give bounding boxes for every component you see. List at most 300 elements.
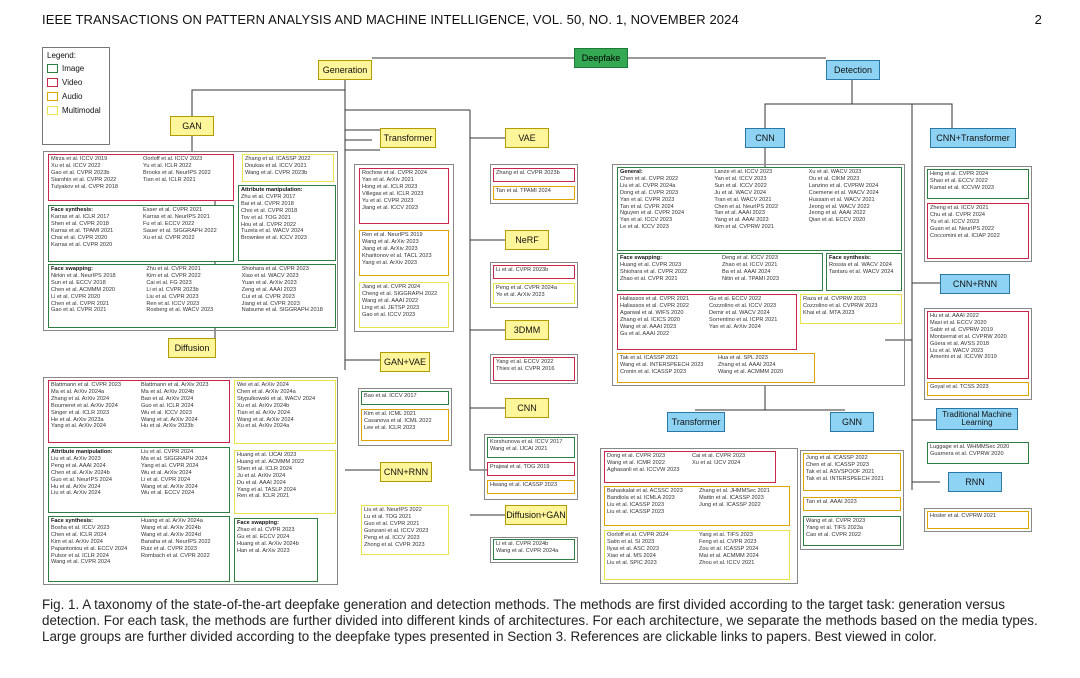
reference-link[interactable]: Jung et al. ICASSP 2022 — [806, 455, 868, 461]
reference-link[interactable]: Shiohara et al. CVPR 2022 — [620, 268, 688, 275]
audio-swatch — [47, 92, 58, 101]
reference-link[interactable]: Wang et al. CVPR 2024a — [496, 547, 559, 554]
reference-link[interactable]: Cao et al. CVPR 2022 — [806, 531, 862, 538]
reference-link[interactable]: Hua et al. SPL 2023 — [718, 355, 768, 361]
reference-link[interactable]: Liu et al. CVPR 2024 — [141, 449, 194, 455]
journal-header: IEEE TRANSACTIONS ON PATTERN ANALYSIS AND MACHINE INTELLIGENCE, VOL. 50, NO. 1, NOVEMBER 2024 — [42, 12, 739, 27]
reference-link[interactable]: Oorloff et al. ICCV 2023 — [143, 156, 203, 162]
reference-link[interactable]: Zhu et al. CVPR 2017 — [241, 193, 296, 200]
reference-link[interactable]: Wang et al. CVPR 2023 — [806, 518, 866, 524]
node-gan-vae: GAN+VAE — [380, 352, 430, 372]
reference-link[interactable]: Wang et al. CVPR 2024 — [51, 559, 111, 566]
reference-link[interactable]: Haliassos et al. CVPR 2021 — [620, 296, 690, 302]
reference-link[interactable]: Jeong et al. WACV 2022 — [808, 203, 870, 210]
reference-link[interactable]: Tan et al. AAAI 2023 — [714, 210, 766, 217]
node-gnn: GNN — [830, 412, 874, 432]
reference-link[interactable]: Chen et al. ICASSP 2023 — [806, 461, 870, 468]
reference-link[interactable]: Xu et al. WACV 2023 — [808, 169, 862, 175]
reference-link[interactable]: Tak et al. ASVSPOOF 2021 — [806, 468, 875, 475]
reference-link[interactable]: Bandiola et al. ICMLA 2023 — [607, 494, 675, 501]
group-title: Attribute manipulation: — [241, 187, 303, 193]
transformer-audio-box — [359, 230, 449, 276]
reference-link[interactable]: Nirkin et al. NeurIPS 2018 — [51, 272, 116, 279]
reference-link[interactable]: Agarwal et al. WIFS 2020 — [620, 309, 684, 316]
reference-link[interactable]: Rossia et al. WACV 2024 — [829, 261, 892, 268]
reference-link[interactable]: Yang et al. ECCV 2022 — [496, 359, 554, 365]
reference-link[interactable]: Zhang et al. CVPR 2023b — [496, 170, 560, 176]
reference-link[interactable]: Gu et al. ECCV 2022 — [709, 296, 762, 302]
reference-link[interactable]: Guo et al. CVPR 2021 — [364, 520, 420, 527]
reference-link[interactable]: Wang et al. INTERSPEECH 2023 — [620, 361, 704, 368]
reference-link[interactable]: Esser et al. CVPR 2021 — [143, 207, 203, 213]
reference-link[interactable]: Wang et al. ArXiv 2023 — [362, 238, 419, 245]
reference-link[interactable]: Kim et al. ICML 2021 — [364, 411, 417, 417]
gan-swapping-box — [48, 264, 336, 328]
reference-link[interactable]: Ou et al. CIKM 2023 — [808, 175, 860, 182]
reference-link[interactable]: Shen et al. CVPR 2018 — [51, 220, 109, 227]
reference-link[interactable]: Guan et al. NeurIPS 2022 — [930, 225, 995, 232]
reference-link[interactable]: Yuan et al. ArXiv 2023 — [241, 279, 297, 286]
reference-link[interactable]: Xu et al. ArXiv 2024a — [237, 423, 290, 430]
reference-link[interactable]: Zeng et al. AAAI 2023 — [241, 286, 297, 293]
gan-video-box — [48, 154, 234, 201]
reference-link[interactable]: Güera et al. AVSS 2018 — [930, 340, 989, 347]
reference-link[interactable]: Lu et al. TOG 2021 — [364, 513, 412, 520]
page-number: 2 — [1034, 12, 1042, 27]
reference-link[interactable]: Ling et al. JETSP 2023 — [362, 304, 420, 311]
reference-link[interactable]: Gururani et al. ICCV 2023 — [364, 527, 429, 534]
reference-link[interactable]: Bao et al. ICCV 2017 — [364, 393, 417, 399]
reference-link[interactable]: Du et al. AAAI 2024 — [237, 479, 286, 486]
reference-link[interactable]: Liu et al. ICASSP 2023 — [607, 508, 665, 515]
vae-audio-box — [493, 186, 575, 200]
reference-link[interactable]: Satin et al. SI 2023 — [607, 538, 655, 545]
reference-link[interactable]: Siarohin et al. CVPR 2022 — [51, 176, 117, 183]
reference-link[interactable]: Gu et al. ECCV 2024 — [237, 533, 290, 540]
reference-link[interactable]: Masi et al. ECCV 2020 — [930, 319, 987, 326]
reference-link[interactable]: Li et al. CVPR 2024b — [496, 541, 549, 547]
reference-link[interactable]: Karras et al. TPAMI 2021 — [51, 227, 114, 234]
reference-link[interactable]: Tan et al. AAAI 2023 — [806, 499, 857, 505]
reference-link[interactable]: Deng et al. ICCV 2023 — [722, 255, 778, 261]
reference-link[interactable]: Tian et al. ICLR 2021 — [143, 176, 196, 183]
reference-link[interactable]: Han et al. ArXiv 2023 — [237, 547, 290, 554]
reference-link[interactable]: Sabir et al. CVPRW 2019 — [930, 326, 994, 333]
reference-link[interactable]: Qian et al. ECCV 2020 — [808, 217, 866, 224]
reference-link[interactable]: Jung et al. ICASSP 2022 — [699, 501, 761, 508]
reference-link[interactable]: Zhang et al. JHMMSec 2021 — [699, 488, 770, 494]
reference-link[interactable]: Coccomini et al. ICIAP 2022 — [930, 232, 1000, 239]
reference-link[interactable]: Chen et al. CVPR 2021 — [51, 300, 110, 307]
reference-link[interactable]: Kim et al. ArXiv 2024 — [51, 538, 103, 545]
reference-link[interactable]: Wang et al. ArXiv 2024 — [141, 416, 198, 423]
reference-link[interactable]: Yan et al. CVPR 2023 — [620, 196, 675, 203]
reference-link[interactable]: Dong et al. CVPR 2023 — [607, 453, 666, 459]
gan-vae-audio-box — [361, 409, 449, 441]
reference-link[interactable]: Jiang et al. ArXiv 2023 — [362, 245, 418, 252]
reference-link[interactable]: Chen et al. ArXiv 2024b — [51, 469, 110, 476]
reference-link[interactable]: Pulsor et al. ICLR 2024 — [51, 552, 109, 559]
reference-link[interactable]: Wang et al. AAAI 2023 — [620, 323, 677, 330]
reference-link[interactable]: Zhang et al. ICICS 2020 — [620, 316, 681, 323]
reference-link[interactable]: Kim et al. CVPR 2022 — [146, 272, 201, 279]
reference-link[interactable]: Tak et al. INTERSPEECH 2021 — [806, 475, 884, 482]
reference-link[interactable]: Tantaru et al. WACV 2024 — [829, 268, 894, 275]
group-title: Face swapping: — [237, 520, 279, 526]
reference-link[interactable]: Khai et al. MTA 2023 — [803, 309, 855, 316]
reference-link[interactable]: Papantoniou et al. ECCV 2024 — [51, 545, 128, 552]
reference-link[interactable]: Yang et al. TASLP 2024 — [237, 486, 296, 493]
reference-link[interactable]: Gu et al. AAAI 2022 — [620, 330, 670, 337]
reference-link[interactable]: Hou et al. CVPR 2022 — [241, 221, 297, 228]
reference-link[interactable]: Thies et al. CVPR 2016 — [496, 365, 555, 372]
reference-link[interactable]: Haliassos et al. CVPR 2022 — [620, 302, 690, 309]
reference-link[interactable]: Rochow et al. CVPR 2024 — [362, 170, 427, 176]
reference-link[interactable]: Wang et al. IJCAI 2021 — [490, 445, 548, 452]
diffusion-multimodal-box-2 — [234, 450, 336, 514]
legend-label: Video — [62, 78, 83, 87]
reference-link[interactable]: Prajwal et al. TOG 2019 — [490, 464, 550, 470]
reference-link[interactable]: Sorrentino et al. ICPR 2021 — [709, 316, 778, 323]
node-generation: Generation — [318, 60, 372, 80]
reference-link[interactable]: Ren et al. ICCV 2023 — [146, 300, 200, 307]
legend-label: Audio — [62, 92, 83, 101]
reference-link[interactable]: Natsume et al. SIGGRAPH 2018 — [241, 307, 323, 314]
reference-link[interactable]: Le et al. ICCV 2023 — [620, 224, 669, 231]
reference-link[interactable]: Zhao et al. CVPR 2023 — [237, 526, 295, 533]
transformer-multimodal-box — [359, 282, 449, 328]
reference-link[interactable]: Yan et al. ArXiv 2021 — [362, 176, 414, 183]
reference-link[interactable]: Singer et al. ICLR 2023 — [51, 409, 110, 416]
reference-link[interactable]: Hosler et al. CVPRW 2021 — [930, 513, 997, 519]
diffusion-synthesis-box — [48, 516, 230, 582]
reference-link[interactable]: Mattin et al. ICASSP 2023 — [699, 494, 764, 501]
reference-link[interactable]: Lanzino et al. CVPRW 2024 — [808, 182, 879, 189]
reference-link[interactable]: Stypulkowski et al. WACV 2024 — [237, 395, 316, 402]
gan-attribute-box — [238, 185, 336, 261]
diffusion-video-box — [48, 380, 230, 443]
reference-link[interactable]: Rombach et al. CVPR 2022 — [141, 552, 210, 559]
reference-link[interactable]: Gao et al. CVPR 2021 — [51, 307, 107, 314]
reference-link[interactable]: He et al. ArXiv 2023a — [51, 416, 104, 423]
reference-link[interactable]: Banaha et al. NeurIPS 2022 — [141, 538, 211, 545]
reference-link[interactable]: Zhang et al. ICASSP 2022 — [245, 156, 311, 162]
reference-link[interactable]: Karras et al. CVPR 2020 — [51, 241, 113, 248]
reference-link[interactable]: Ju et al. ArXiv 2024 — [237, 472, 286, 479]
reference-link[interactable]: Ruiz et al. CVPR 2023 — [141, 545, 197, 552]
reference-link[interactable]: Blattmann et al. ArXiv 2023 — [141, 382, 209, 388]
reference-link[interactable]: Yang et al. ArXiv 2023 — [362, 259, 417, 266]
reference-link[interactable]: Brooks et al. NeurIPS 2022 — [143, 169, 211, 176]
transformer-det-audio-box — [604, 486, 790, 526]
reference-link[interactable]: Wu et al. ICCV 2023 — [141, 409, 192, 416]
gan-synthesis-box — [48, 205, 234, 262]
video-swatch — [47, 78, 58, 87]
cnn-rnn-det-video-box — [927, 311, 1029, 379]
reference-link[interactable]: Mirza et al. ICCV 2019 — [51, 156, 108, 162]
reference-link[interactable]: Choi et al. CVPR 2018 — [241, 207, 298, 214]
node-detection: Detection — [826, 60, 880, 80]
reference-link[interactable]: Yu et al. ICCV 2023 — [930, 218, 980, 225]
reference-link[interactable]: Chu et al. CVPR 2024 — [930, 211, 986, 218]
reference-link[interactable]: Peng et al. AAAI 2024 — [51, 462, 106, 469]
reference-link[interactable]: Liu et al. ICASSP 2023 — [607, 501, 665, 508]
reference-link[interactable]: Coemene et al. WACV 2024 — [808, 189, 879, 196]
reference-link[interactable]: Casanova et al. ICML 2022 — [364, 417, 432, 424]
reference-link[interactable]: Liu et al. CVPR 2024a — [620, 182, 676, 189]
reference-link[interactable]: Wu et al. ArXiv 2024 — [141, 469, 192, 476]
reference-link[interactable]: Ma et al. SIGGRAPH 2024 — [141, 455, 208, 462]
reference-link[interactable]: Karras et al. NeurIPS 2021 — [143, 213, 210, 220]
node-cnn-rnn-det: CNN+RNN — [940, 274, 1010, 294]
reference-link[interactable]: Cai et al. CVPR 2023 — [692, 453, 746, 459]
reference-link[interactable]: Yang et al. ArXiv 2024 — [51, 423, 106, 430]
reference-link[interactable]: Demir et al. WACV 2024 — [709, 309, 770, 316]
reference-link[interactable]: Zhu et al. CVPR 2021 — [146, 266, 201, 272]
reference-link[interactable]: Tan et al. TPAMI 2024 — [496, 188, 551, 194]
reference-link[interactable]: Liu et al. NeurIPS 2022 — [364, 507, 422, 513]
reference-link[interactable]: Yu et al. CVPR 2023 — [362, 197, 414, 204]
diffusion-gan-image-box — [493, 539, 575, 560]
reference-link[interactable]: Guo et al. NeurIPS 2024 — [51, 476, 112, 483]
reference-link[interactable]: Liu et al. ArXiv 2024 — [51, 490, 101, 497]
node-vae: VAE — [505, 128, 549, 148]
reference-link[interactable]: Huang et al. IJCAI 2023 — [237, 452, 297, 458]
figure-caption: Fig. 1. A taxonomy of the state-of-the-art deepfake generation and detection methods. The methods are first divided according to the target task: generation versus detection. For each task, the methods are further divided into different kinds of architectures. For each architecture, we separate the methods based on the media types. Large groups are further divided according to the deepfake types presented in Section 3. References are clickable links to papers. Best viewed in color. — [42, 597, 1038, 645]
reference-link[interactable]: Huang et al. ACMMM 2022 — [237, 458, 305, 465]
reference-link[interactable]: Ma et al. ArXiv 2024a — [51, 388, 105, 395]
reference-link[interactable]: Fu et al. ECCV 2022 — [143, 220, 195, 227]
reference-link[interactable]: Wang et al. ArXiv 2024b — [141, 524, 201, 531]
reference-link[interactable]: Zhong et al. CVPR 2023 — [364, 541, 425, 548]
reference-link[interactable]: Xiao et al. MS 2024 — [607, 552, 656, 559]
reference-link[interactable]: Chen et al. NeurIPS 2022 — [714, 203, 779, 210]
reference-link[interactable]: Liu et al. ArXiv 2023 — [51, 455, 101, 462]
reference-link[interactable]: Hwang et al. ICASSP 2023 — [490, 482, 558, 488]
reference-link[interactable]: Raza et al. CVPRW 2023 — [803, 296, 867, 302]
reference-link[interactable]: Zou et al. ICASSP 2024 — [699, 545, 759, 552]
reference-link[interactable]: Ye et al. ArXiv 2023 — [496, 291, 545, 298]
reference-link[interactable]: Cui et al. CVPR 2023 — [241, 293, 295, 300]
reference-link[interactable]: Bosha et al. ICCV 2023 — [51, 524, 110, 531]
reference-link[interactable]: Li et al. CVPR 2020 — [51, 293, 101, 300]
reference-link[interactable]: Hu et al. ArXiv 2023b — [141, 423, 194, 430]
reference-link[interactable]: Cronin et al. ICASSP 2023 — [620, 368, 687, 375]
reference-link[interactable]: Bao et al. ArXiv 2024 — [141, 395, 194, 402]
node-transformer-det: Transformer — [667, 412, 725, 432]
reference-link[interactable]: Zhang et al. AAAI 2024 — [718, 361, 776, 368]
legend-label: Image — [62, 64, 85, 73]
reference-link[interactable]: Xiao et al. WACV 2023 — [241, 272, 299, 279]
reference-link[interactable]: Ren et al. NeurIPS 2019 — [362, 232, 423, 238]
reference-link[interactable]: Dong et al. CVPR 2023 — [620, 189, 679, 196]
node-cnn-transformer: CNN+Transformer — [930, 128, 1016, 148]
reference-link[interactable]: Tov et al. TOG 2021 — [241, 214, 291, 221]
reference-link[interactable]: Tian et al. ArXiv 2024 — [237, 409, 290, 416]
reference-link[interactable]: Xu et al. IJCV 2024 — [692, 459, 741, 466]
reference-link[interactable]: Yan et al. ICCV 2023 — [620, 217, 673, 224]
reference-link[interactable]: Chen et al. ArXiv 2024a — [237, 388, 296, 395]
reference-link[interactable]: Li et al. CVPR 2023b — [496, 267, 549, 273]
cnn-det-multimodal-box — [800, 294, 902, 324]
reference-link[interactable]: Chen et al. ICLR 2024 — [51, 531, 107, 538]
cnn-det-swapping-box — [617, 253, 823, 291]
reference-link[interactable]: Blattmann et al. CVPR 2023 — [51, 382, 121, 388]
reference-link[interactable]: Sauer et al. SIGGRAPH 2022 — [143, 227, 217, 234]
reference-link[interactable]: Liu et al. SPIC 2023 — [607, 559, 657, 566]
reference-link[interactable]: Chen et al. ACMMM 2020 — [51, 286, 116, 293]
reference-link[interactable]: Nguyen et al. CVPR 2024 — [620, 210, 685, 217]
reference-link[interactable]: Hussain et al. WACV 2021 — [808, 196, 875, 203]
reference-link[interactable]: Wang et al. ArXiv 2024 — [141, 483, 198, 490]
legend-title: Legend: — [47, 51, 76, 60]
gan-vae-image-box — [361, 391, 449, 405]
reference-link[interactable]: Montserrat et al. CVPRW 2020 — [930, 333, 1007, 340]
legend-image — [47, 64, 105, 73]
reference-link[interactable]: Xu et al. ArXiv 2024b — [237, 402, 290, 409]
reference-link[interactable]: Yang et al. TIFS 2023a — [806, 524, 864, 531]
transformer-det-multimodal-box — [604, 530, 790, 580]
reference-link[interactable]: Cozzolino et al. CVPRW 2023 — [803, 302, 878, 309]
reference-link[interactable]: Guo et al. ICLR 2024 — [141, 402, 194, 409]
reference-link[interactable]: Zhang et al. ArXiv 2024 — [51, 395, 110, 402]
reference-link[interactable]: Karras et al. ICLR 2017 — [51, 213, 110, 220]
reference-link[interactable]: Kim et al. CVPRW 2021 — [714, 224, 774, 231]
gan-multimodal-box — [242, 154, 334, 182]
traditional-ml-image-box — [927, 442, 1029, 464]
rnn-audio-box — [927, 511, 1029, 529]
reference-link[interactable]: Villegas et al. ICLR 2023 — [362, 190, 424, 197]
reference-link[interactable]: Nitin et al. TPAMI 2023 — [722, 275, 779, 282]
reference-link[interactable]: Hong et al. ICLR 2023 — [362, 183, 418, 190]
reference-link[interactable]: Wang et al. ACMMM 2020 — [718, 368, 784, 375]
cnn-rnn-gen-multimodal-box — [361, 505, 449, 555]
legend-video — [47, 78, 105, 87]
reference-link[interactable]: Chen et al. CVPR 2022 — [620, 175, 679, 182]
reference-link[interactable]: Hu et al. ArXiv 2024 — [51, 483, 101, 490]
reference-link[interactable]: Wang et al. CVPR 2023b — [245, 169, 308, 176]
reference-link[interactable]: Wei et al. ArXiv 2024 — [237, 382, 289, 388]
reference-link[interactable]: Cai et al. FG 2023 — [146, 279, 192, 286]
reference-link[interactable]: Cozzolino et al. ICCV 2023 — [709, 302, 777, 309]
reference-link[interactable]: Peng et al. ICCV 2023 — [364, 534, 420, 541]
reference-link[interactable]: Zhao et al. CVPR 2021 — [620, 275, 678, 282]
reference-link[interactable]: Kamat et al. ICCVW 2023 — [930, 184, 995, 191]
reference-link[interactable]: Tuzela et al. WACV 2024 — [241, 228, 304, 235]
reference-link[interactable]: Cheng et al. SIGGRAPH 2022 — [362, 290, 438, 297]
reference-link[interactable]: Amerini et al. ICCVW 2019 — [930, 354, 997, 361]
reference-link[interactable]: Ba et al. AAAI 2024 — [722, 268, 771, 275]
reference-link[interactable]: Jeong et al. AAAI 2022 — [808, 210, 866, 217]
reference-link[interactable]: Sun et al. ICCV 2022 — [714, 182, 767, 189]
reference-link[interactable]: Wang et al. ICMR 2022 — [607, 459, 665, 466]
reference-link[interactable]: Feng et al. CVPR 2023 — [699, 538, 757, 545]
reference-link[interactable]: Yang et al. CVPR 2024 — [141, 462, 199, 469]
reference-link[interactable]: Rosberg et al. WACV 2023 — [146, 307, 214, 314]
node-diffusion-gan: Diffusion+GAN — [505, 505, 567, 525]
reference-link[interactable]: Hu et al. AAAI 2022 — [930, 313, 979, 319]
legend-multimodal — [47, 106, 105, 115]
reference-link[interactable]: Brownlee et al. ICCV 2023 — [241, 235, 307, 242]
reference-link[interactable]: Tulyakov et al. CVPR 2018 — [51, 183, 118, 190]
reference-link[interactable]: Shen et al. ICLR 2024 — [237, 465, 293, 472]
reference-link[interactable]: Chai et al. CVPR 2020 — [51, 234, 108, 241]
reference-link[interactable]: Liu et al. WACV 2023 — [930, 347, 984, 354]
reference-link[interactable]: Ren et al. ICLR 2021 — [237, 493, 290, 500]
reference-link[interactable]: Huang et al. CVPR 2023 — [620, 261, 682, 268]
reference-link[interactable]: Wang et al. AAAI 2022 — [362, 297, 419, 304]
reference-link[interactable]: Bahaskalat et al. ACSSC 2023 — [607, 488, 683, 494]
reference-link[interactable]: Doukas et al. ICCV 2021 — [245, 162, 307, 169]
reference-link[interactable]: Gao et al. ICCV 2023 — [362, 311, 416, 318]
reference-link[interactable]: Kharitonov et al. TACL 2023 — [362, 252, 432, 259]
reference-link[interactable]: Xu et al. ICCV 2022 — [51, 162, 101, 169]
reference-link[interactable]: Shiohara et al. CVPR 2023 — [241, 266, 309, 272]
reference-link[interactable]: Yan et al. ArXiv 2024 — [709, 323, 761, 330]
reference-link[interactable]: Korshunova et al. ICCV 2017 — [490, 439, 563, 445]
reference-link[interactable]: Wang et al. ArXiv 2024 — [237, 416, 294, 423]
legend-audio — [47, 92, 105, 101]
reference-link[interactable]: Liu et al. CVPR 2023 — [146, 293, 199, 300]
reference-link[interactable]: Tan et al. CVPR 2024 — [620, 203, 674, 210]
reference-link[interactable]: Peng et al. CVPR 2024a — [496, 285, 557, 291]
cnn-gen-image-box — [487, 437, 575, 458]
reference-link[interactable]: Yan et al. ICCV 2023 — [714, 175, 767, 182]
reference-link[interactable]: Tran et al. WACV 2021 — [714, 196, 772, 203]
reference-link[interactable]: Huang et al. ArXiv 2024a — [141, 518, 203, 524]
reference-link[interactable]: Sun et al. ECCV 2018 — [51, 279, 106, 286]
reference-link[interactable]: Guarnera et al. CVPRW 2020 — [930, 450, 1004, 457]
gnn-audio-box — [803, 453, 901, 491]
reference-link[interactable]: Ilyas et al. ASC 2023 — [607, 545, 659, 552]
node-cnn-det: CNN — [745, 128, 785, 148]
reference-link[interactable]: Tak et al. ICASSP 2021 — [620, 355, 679, 361]
reference-link[interactable]: Wang et al. ArXiv 2024d — [141, 531, 201, 538]
reference-link[interactable]: Wu et al. ECCV 2024 — [141, 490, 195, 497]
reference-link[interactable]: Xu et al. CVPR 2022 — [143, 234, 195, 241]
reference-link[interactable]: Mai et al. ACMMM 2024 — [699, 552, 759, 559]
reference-link[interactable]: Lee et al. ICLR 2023 — [364, 424, 416, 431]
reference-link[interactable]: Bai et al. CVPR 2018 — [241, 200, 294, 207]
reference-link[interactable]: Zhao et al. ICCV 2021 — [722, 261, 778, 268]
reference-link[interactable]: Lanze et al. ICCV 2023 — [714, 169, 773, 175]
reference-link[interactable]: Heng et al. CVPR 2024 — [930, 171, 989, 177]
reference-link[interactable]: Li et al. CVPR 2024 — [141, 476, 191, 483]
reference-link[interactable]: Huang et al. ArXiv 2024b — [237, 540, 299, 547]
cnn-transformer-video-box — [927, 203, 1029, 259]
reference-link[interactable]: Li et al. CVPR 2023b — [146, 286, 199, 293]
reference-link[interactable]: Zheng et al. ICCV 2021 — [930, 205, 989, 211]
reference-link[interactable]: Aghasanli et al. ICCVW 2023 — [607, 466, 680, 473]
reference-link[interactable]: Yang et al. TIFS 2023 — [699, 532, 753, 538]
reference-link[interactable]: Bourneret et al. ArXiv 2024 — [51, 402, 118, 409]
reference-link[interactable]: Ma et al. ArXiv 2024b — [141, 388, 195, 395]
reference-link[interactable]: Jiang et al. CVPR 2024 — [362, 284, 421, 290]
node-cnn-gen: CNN — [505, 398, 549, 418]
reference-link[interactable]: Gao et al. CVPR 2023b — [51, 169, 110, 176]
cnn-transformer-image-box — [927, 169, 1029, 199]
reference-link[interactable]: Zhou et al. ICCV 2021 — [699, 559, 755, 566]
reference-link[interactable]: Yang et al. AAAI 2023 — [714, 217, 769, 224]
reference-link[interactable]: Goyal et al. TCSS 2023 — [930, 384, 989, 390]
reference-link[interactable]: Yu et al. ICLR 2022 — [143, 162, 192, 169]
reference-link[interactable]: Jiang et al. ICCV 2023 — [362, 204, 418, 211]
reference-link[interactable]: Shao et al. ECCV 2022 — [930, 177, 988, 184]
reference-link[interactable]: Jiang et al. CVPR 2023 — [241, 300, 300, 307]
reference-link[interactable]: Oorloff et al. CVPR 2024 — [607, 532, 669, 538]
reference-link[interactable]: Ju et al. WACV 2024 — [714, 189, 767, 196]
reference-link[interactable]: Luggage et al. WHMMSec 2020 — [930, 444, 1010, 450]
